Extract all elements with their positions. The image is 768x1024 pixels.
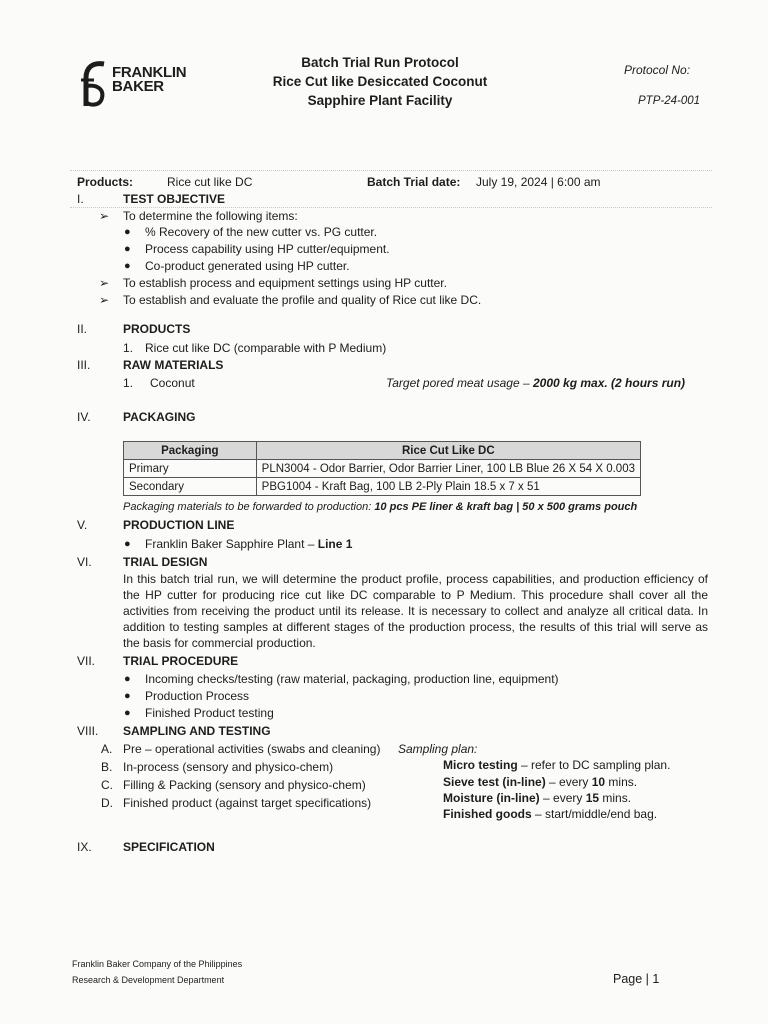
doc-subtitle: Rice Cut like Desiccated Coconut [272, 74, 488, 89]
footer-company: Franklin Baker Company of the Philippines [72, 959, 243, 969]
logo-line2: BAKER [112, 78, 164, 95]
sampling-plan-item [443, 807, 657, 822]
list-letter: B. [101, 760, 113, 774]
table-row [124, 460, 641, 478]
products-label: Products: [77, 175, 134, 189]
section-number: V. [77, 518, 88, 532]
section-title-packaging: PACKAGING [123, 410, 196, 424]
section-title-trial-procedure: TRIAL PROCEDURE [123, 654, 239, 668]
table-cell: PLN3004 - Odor Barrier, Odor Barrier Liner, 100 LB Blue 26 X 54 X 0.003 [256, 460, 640, 478]
company-logo-text [112, 66, 186, 94]
table-header: Packaging [124, 442, 257, 460]
plan-test-interval: 10 [591, 775, 606, 789]
target-usage-prefix: Target pored meat usage – [386, 376, 533, 390]
plan-test-unit: mins. [599, 791, 632, 805]
sampling-item: Filling & Packing (sensory and physico-chem) [123, 778, 366, 792]
table-row [124, 478, 641, 496]
production-line-prefix: Franklin Baker Sapphire Plant – [145, 537, 318, 551]
section-title-test-objective: TEST OBJECTIVE [123, 192, 226, 206]
bullet-icon: ● [124, 690, 131, 702]
bullet-icon: ● [124, 243, 131, 255]
plan-test-name: Micro testing [443, 758, 518, 772]
arrow-bullet-icon: ➢ [99, 209, 110, 223]
section-number: I. [77, 192, 84, 206]
section-title-products: PRODUCTS [123, 322, 191, 336]
procedure-item: Finished Product testing [145, 706, 274, 720]
bullet-icon: ● [124, 260, 131, 272]
section-number: III. [77, 358, 91, 372]
plan-test-detail: – every [545, 775, 592, 789]
list-number: 1. [123, 376, 134, 390]
bullet-icon: ● [124, 673, 131, 685]
section-number: VIII. [77, 724, 99, 738]
section-title-production-line: PRODUCTION LINE [123, 518, 235, 532]
section-title-raw-materials: RAW MATERIALS [123, 358, 224, 372]
objective-item: To establish process and equipment settings using HP cutter. [123, 276, 447, 290]
packaging-note-value: 10 pcs PE liner & kraft bag | 50 x 500 grams pouch [374, 501, 638, 513]
section-number: II. [77, 322, 88, 336]
plan-test-detail: – refer to DC sampling plan. [517, 758, 671, 772]
production-line-value: Line 1 [317, 537, 353, 551]
section-number: IV. [77, 410, 91, 424]
table-header: Rice Cut Like DC [256, 442, 640, 460]
objective-sub-item: Process capability using HP cutter/equipment. [145, 242, 390, 256]
bullet-icon: ● [124, 538, 131, 550]
products-value: Rice cut like DC [167, 175, 253, 189]
objective-sub-item: Co-product generated using HP cutter. [145, 259, 350, 273]
table-cell: Primary [124, 460, 257, 478]
trial-date-label: Batch Trial date: [367, 175, 461, 189]
raw-material-item: Coconut [150, 376, 195, 390]
target-usage-value: 2000 kg max. (2 hours run) [533, 376, 686, 390]
table-cell: PBG1004 - Kraft Bag, 100 LB 2-Ply Plain 18.5 x 7 x 51 [256, 478, 640, 496]
logo-line1: FRANKLIN [112, 64, 187, 81]
protocol-label: Protocol No: [624, 63, 691, 77]
footer-department: Research & Development Department [72, 975, 225, 985]
doc-facility: Sapphire Plant Facility [307, 93, 453, 108]
plan-test-detail: – start/middle/end bag. [531, 807, 658, 821]
sampling-item: Pre – operational activities (swabs and cleaning) [123, 742, 381, 756]
plan-test-name: Moisture (in-line) [443, 791, 540, 805]
objective-sub-item: % Recovery of the new cutter vs. PG cutter. [145, 225, 378, 239]
packaging-table [123, 441, 641, 496]
bullet-icon: ● [124, 226, 131, 238]
objective-item: To establish and evaluate the profile and quality of Rice cut like DC. [123, 293, 482, 307]
section-title-sampling-testing: SAMPLING AND TESTING [123, 724, 271, 738]
list-letter: A. [101, 742, 113, 756]
sampling-plan-item [443, 775, 637, 790]
page-number: Page | 1 [613, 972, 660, 986]
list-letter: D. [101, 796, 113, 810]
bullet-icon: ● [124, 707, 131, 719]
table-header-row [124, 442, 641, 460]
plan-test-name: Sieve test (in-line) [443, 775, 546, 789]
production-line-item [145, 537, 352, 552]
protocol-number: PTP-24-001 [638, 95, 701, 107]
sampling-item: Finished product (against target specifications) [123, 796, 372, 810]
plan-test-interval: 15 [585, 791, 600, 805]
list-number: 1. [123, 341, 134, 355]
section-title-specification: SPECIFICATION [123, 840, 215, 854]
divider [70, 170, 712, 172]
procedure-item: Production Process [145, 689, 250, 703]
trial-date-value: July 19, 2024 | 6:00 am [476, 175, 601, 189]
list-letter: C. [101, 778, 113, 792]
sampling-item: In-process (sensory and physico-chem) [123, 760, 334, 774]
procedure-item: Incoming checks/testing (raw material, packaging, production line, equipment) [145, 672, 559, 686]
sampling-plan-item [443, 791, 631, 806]
section-number: VI. [77, 555, 92, 569]
section-number: IX. [77, 840, 92, 854]
target-usage [386, 376, 685, 391]
table-cell: Secondary [124, 478, 257, 496]
sampling-plan-item [443, 758, 670, 773]
packaging-note [123, 501, 637, 513]
arrow-bullet-icon: ➢ [99, 276, 110, 290]
plan-test-name: Finished goods [443, 807, 532, 821]
section-title-trial-design: TRIAL DESIGN [123, 555, 208, 569]
plan-test-unit: mins. [605, 775, 638, 789]
sampling-plan-label: Sampling plan: [398, 742, 478, 756]
product-item: Rice cut like DC (comparable with P Medium) [145, 341, 387, 355]
plan-test-detail: – every [539, 791, 586, 805]
doc-title: Batch Trial Run Protocol [301, 55, 459, 70]
packaging-note-prefix: Packaging materials to be forwarded to production: [123, 501, 375, 513]
franklin-baker-logo-icon [78, 60, 108, 108]
arrow-bullet-icon: ➢ [99, 293, 110, 307]
trial-design-paragraph: In this batch trial run, we will determine the product profile, process capabilities, and production efficiency of the HP cutter for producing rice cut like DC comparable to P Medium. This procedure shall cover all the activities from receiving the product until its release. It is necessary to collect and analyze all critical data. In addition to testing samples at different stages of the production process, the results of this trial will serve as the basis for commercial production. [123, 572, 708, 650]
section-number: VII. [77, 654, 96, 668]
objective-item: To determine the following items: [123, 209, 298, 223]
